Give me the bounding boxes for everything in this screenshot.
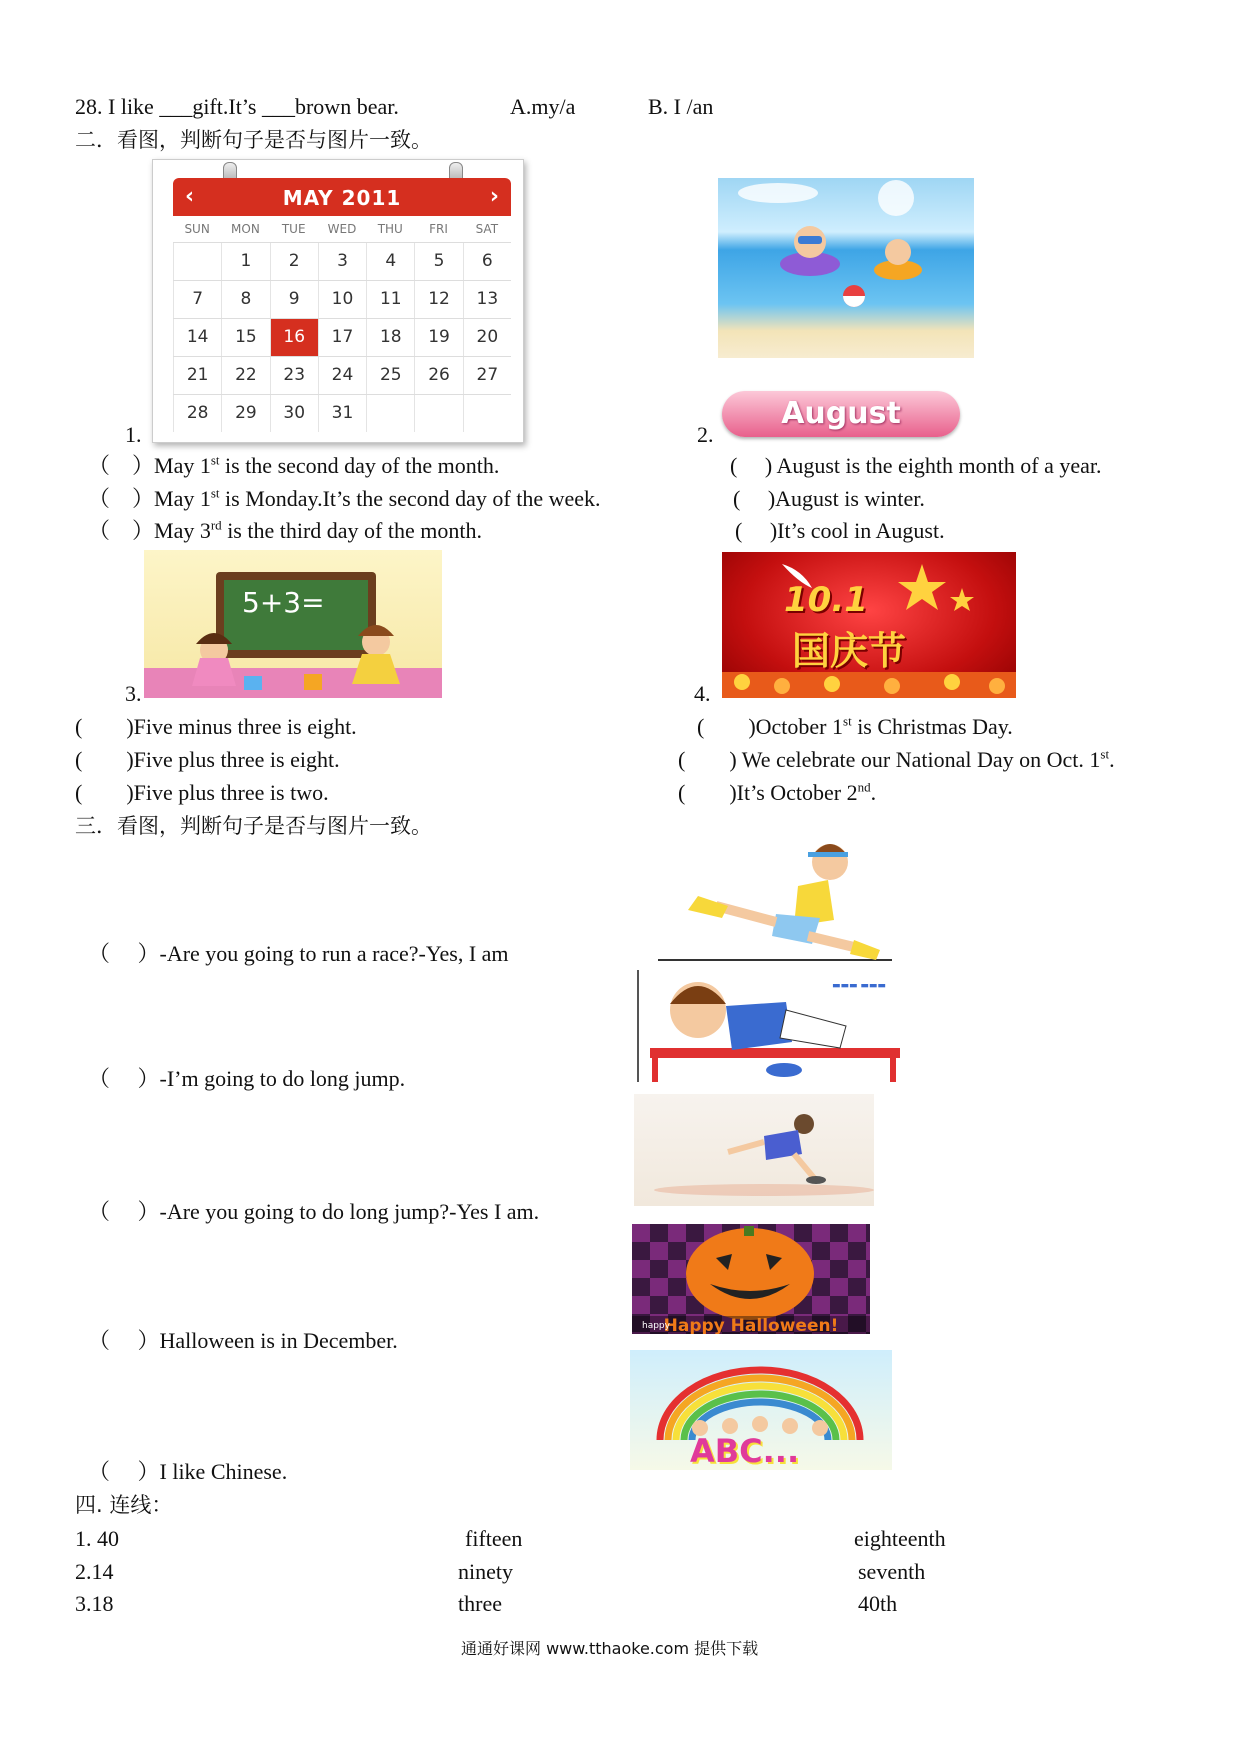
math-blackboard-picture xyxy=(144,550,442,698)
q2-statement-3: ( )It’s cool in August. xyxy=(735,518,945,543)
q28-option-a: A.my/a xyxy=(510,94,576,119)
q3-statement-3: ( )Five plus three is two. xyxy=(75,780,329,805)
calendar-date: 25 xyxy=(366,357,414,394)
calendar-date: 14 xyxy=(173,319,221,356)
calendar-date: 24 xyxy=(318,357,366,394)
picture-number-1: 1. xyxy=(125,422,142,447)
s3-statement-4: （ ）Halloween is in December. xyxy=(88,1328,398,1353)
calendar-date: 16 xyxy=(270,319,318,356)
calendar-date xyxy=(414,395,462,432)
s3-statement-3: （ ）-Are you going to do long jump?-Yes I am. xyxy=(88,1199,540,1224)
calendar-date: 20 xyxy=(463,319,511,356)
calendar-date: 23 xyxy=(270,357,318,394)
calendar-date: 9 xyxy=(270,281,318,318)
halloween-small-text: happy xyxy=(642,1321,670,1331)
calendar-week xyxy=(173,242,511,280)
abc-text: ABC... xyxy=(690,1432,800,1470)
calendar-day-header: TUE xyxy=(281,222,306,236)
calendar-day-header: SUN xyxy=(184,222,210,236)
match-right-2: seventh xyxy=(858,1559,926,1584)
national-day-picture xyxy=(722,552,1016,698)
national-day-sign: 10.1 xyxy=(784,580,868,620)
august-banner xyxy=(722,391,960,437)
calendar-date: 5 xyxy=(414,243,462,280)
q1-statement-1: （ ）May 1st is the second day of the month. xyxy=(88,452,500,478)
calendar-grid xyxy=(173,216,511,432)
calendar-date: 31 xyxy=(318,395,366,432)
calendar-month: MAY 2011 xyxy=(282,186,402,210)
picture-number-2: 2. xyxy=(697,422,714,447)
calendar-date: 8 xyxy=(221,281,269,318)
match-middle-3: three xyxy=(458,1591,502,1616)
section3-title: 三．看图，判断句子是否与图片一致。 xyxy=(75,814,432,838)
calendar-date: 10 xyxy=(318,281,366,318)
q3-statement-2: ( )Five plus three is eight. xyxy=(75,747,340,772)
calendar-week xyxy=(173,318,511,356)
calendar-date: 7 xyxy=(173,281,221,318)
calendar-date: 12 xyxy=(414,281,462,318)
q28-option-b: B. I /an xyxy=(648,94,714,119)
long-jump-picture xyxy=(634,1094,874,1206)
halloween-picture xyxy=(632,1224,870,1334)
calendar-date: 30 xyxy=(270,395,318,432)
calendar-date: 21 xyxy=(173,357,221,394)
calendar-week xyxy=(173,394,511,432)
national-day-chinese: 国庆节 xyxy=(792,629,907,673)
calendar-week xyxy=(173,356,511,394)
calendar-date: 19 xyxy=(414,319,462,356)
calendar-date: 29 xyxy=(221,395,269,432)
calendar-date: 27 xyxy=(463,357,511,394)
calendar-picture: ‹ MAY 2011 › SUN MON TUE WED THU FRI SAT 1 2 3 4 5 6 7 8 9 10 11 12 13 14 15 16 17 18 19 20 21 22 23 24 25 26 27 28 29 30 31 xyxy=(152,159,524,443)
calendar-date xyxy=(463,395,511,432)
calendar-date: 2 xyxy=(270,243,318,280)
calendar-date: 26 xyxy=(414,357,462,394)
calendar-date xyxy=(366,395,414,432)
match-right-3: 40th xyxy=(858,1591,898,1616)
q2-statement-1: ( ) August is the eighth month of a year. xyxy=(730,453,1102,478)
calendar-day-header: THU xyxy=(377,222,403,236)
match-left-3: 3.18 xyxy=(75,1591,114,1616)
match-left-2: 2.14 xyxy=(75,1559,114,1584)
calendar-date: 11 xyxy=(366,281,414,318)
picture-number-4: 4. xyxy=(694,681,711,706)
q4-statement-1: ( )October 1st is Christmas Day. xyxy=(697,713,1013,739)
section2-title: 二．看图，判断句子是否与图片一致。 xyxy=(75,128,432,152)
calendar-date: 18 xyxy=(366,319,414,356)
q4-statement-3: ( )It’s October 2nd. xyxy=(678,779,877,805)
calendar-date: 22 xyxy=(221,357,269,394)
q4-statement-2: ( ) We celebrate our National Day on Oct. 1st. xyxy=(678,746,1115,772)
hurdle-jump-picture xyxy=(636,970,902,1082)
calendar-date: 1 xyxy=(221,243,269,280)
q28-text: 28. I like ___gift.It’s ___brown bear. xyxy=(75,94,399,119)
calendar-week xyxy=(173,280,511,318)
svg-text:▬▬▬ ▬▬▬: ▬▬▬ ▬▬▬ xyxy=(832,981,886,991)
picture-number-3: 3. xyxy=(125,681,142,706)
calendar-day-header: SAT xyxy=(475,222,499,236)
calendar-date: 15 xyxy=(221,319,269,356)
section4-title: 四. 连线： xyxy=(75,1493,173,1517)
running-race-picture xyxy=(658,836,908,964)
s3-statement-2: （ ）-I’m going to do long jump. xyxy=(88,1066,406,1091)
calendar-date: 6 xyxy=(463,243,511,280)
blackboard-equation: 5+3= xyxy=(242,586,325,619)
s3-statement-1: （ ）-Are you going to run a race?-Yes, I am xyxy=(88,941,509,966)
august-banner-text: August xyxy=(781,396,901,431)
match-middle-2: ninety xyxy=(458,1559,513,1584)
s3-statement-5: （ ）I like Chinese. xyxy=(88,1459,288,1484)
rainbow-abc-picture xyxy=(630,1350,892,1470)
halloween-banner: Happy Halloween! xyxy=(632,1316,870,1334)
calendar-date: 4 xyxy=(366,243,414,280)
calendar-date: 3 xyxy=(318,243,366,280)
calendar-day-header: WED xyxy=(327,222,357,236)
calendar-date: 28 xyxy=(173,395,221,432)
match-middle-1: fifteen xyxy=(465,1526,523,1551)
match-left-1: 1. 40 xyxy=(75,1526,119,1551)
q3-statement-1: ( )Five minus three is eight. xyxy=(75,714,357,739)
calendar-date xyxy=(173,243,221,280)
calendar-day-header: FRI xyxy=(429,222,448,236)
q1-statement-2: （ ）May 1st is Monday.It’s the second day of the week. xyxy=(88,485,601,511)
beach-picture xyxy=(718,178,974,358)
calendar-date: 17 xyxy=(318,319,366,356)
q1-statement-3: （ ）May 3rd is the third day of the month. xyxy=(88,517,482,543)
footer-credit: 通通好课网 www.tthaoke.com 提供下载 xyxy=(461,1639,759,1658)
calendar-day-header: MON xyxy=(231,222,260,236)
calendar-date: 13 xyxy=(463,281,511,318)
match-right-1: eighteenth xyxy=(854,1526,946,1551)
q2-statement-2: ( )August is winter. xyxy=(733,486,925,511)
